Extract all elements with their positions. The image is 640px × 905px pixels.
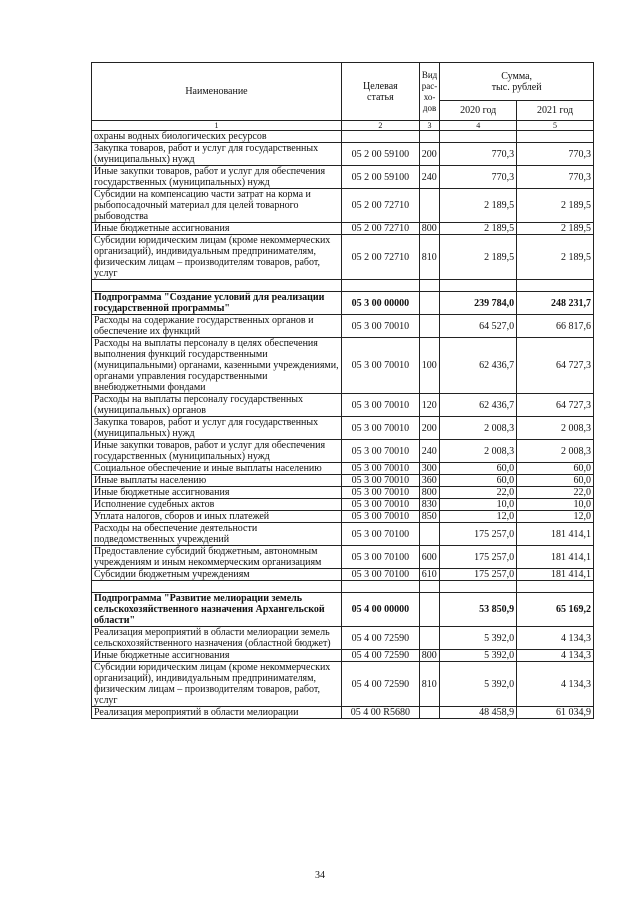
row-expense-type	[419, 315, 439, 338]
row-sum-2020: 175 257,0	[440, 569, 517, 581]
row-sum-2021: 2 008,3	[517, 417, 594, 440]
row-target-article: 05 3 00 70010	[341, 463, 419, 475]
row-sum-2020: 175 257,0	[440, 546, 517, 569]
row-sum-2020: 62 436,7	[440, 338, 517, 394]
row-expense-type	[419, 292, 439, 315]
table-row	[92, 523, 594, 546]
row-name: Уплата налогов, сборов и иных платежей	[92, 511, 342, 523]
table-body	[92, 131, 594, 719]
col-number: 1	[92, 121, 342, 131]
row-target-article: 05 3 00 70010	[341, 499, 419, 511]
row-target-article: 05 3 00 70010	[341, 440, 419, 463]
row-target-article: 05 3 00 70100	[341, 546, 419, 569]
budget-table-sheet	[91, 62, 594, 719]
table-row	[92, 475, 594, 487]
row-expense-type: 600	[419, 546, 439, 569]
row-expense-type: 360	[419, 475, 439, 487]
page-number: 34	[315, 870, 325, 881]
row-sum-2021: 770,3	[517, 143, 594, 166]
row-sum-2021: 4 134,3	[517, 650, 594, 662]
row-sum-2021	[517, 581, 594, 593]
row-sum-2020	[440, 581, 517, 593]
row-name: Подпрограмма "Создание условий для реализации государственной программы"	[92, 292, 342, 315]
table-row	[92, 235, 594, 280]
row-target-article: 05 4 00 00000	[341, 593, 419, 627]
row-expense-type: 120	[419, 394, 439, 417]
row-name: Подпрограмма "Развитие мелиорации земель сельскохозяйственного назначения Архангельской области"	[92, 593, 342, 627]
row-target-article: 05 2 00 72710	[341, 235, 419, 280]
row-expense-type: 300	[419, 463, 439, 475]
row-target-article: 05 3 00 00000	[341, 292, 419, 315]
row-name: Иные бюджетные ассигнования	[92, 487, 342, 499]
row-sum-2020: 770,3	[440, 143, 517, 166]
row-expense-type	[419, 707, 439, 719]
table-row	[92, 417, 594, 440]
row-target-article: 05 4 00 R5680	[341, 707, 419, 719]
row-expense-type: 200	[419, 417, 439, 440]
row-sum-2021: 60,0	[517, 463, 594, 475]
row-target-article: 05 3 00 70010	[341, 417, 419, 440]
row-sum-2021: 770,3	[517, 166, 594, 189]
row-name: Закупка товаров, работ и услуг для государственных (муниципальных) нужд	[92, 417, 342, 440]
row-expense-type	[419, 523, 439, 546]
row-target-article: 05 3 00 70010	[341, 315, 419, 338]
row-target-article: 05 2 00 72710	[341, 189, 419, 223]
table-row	[92, 394, 594, 417]
col-number: 4	[440, 121, 517, 131]
row-target-article: 05 3 00 70010	[341, 487, 419, 499]
row-name: Социальное обеспечение и иные выплаты населению	[92, 463, 342, 475]
row-expense-type	[419, 280, 439, 292]
row-name: охраны водных биологических ресурсов	[92, 131, 342, 143]
row-sum-2021: 4 134,3	[517, 662, 594, 707]
row-name: Иные закупки товаров, работ и услуг для обеспечения государственных (муниципальных) нужд	[92, 166, 342, 189]
row-sum-2021: 22,0	[517, 487, 594, 499]
table-row	[92, 707, 594, 719]
row-sum-2020: 770,3	[440, 166, 517, 189]
row-expense-type: 800	[419, 223, 439, 235]
row-name: Расходы на обеспечение деятельности подведомственных учреждений	[92, 523, 342, 546]
table-row	[92, 463, 594, 475]
header-target-article: Целевая статья	[341, 63, 419, 121]
row-sum-2020: 5 392,0	[440, 650, 517, 662]
row-sum-2021: 248 231,7	[517, 292, 594, 315]
row-sum-2021: 2 189,5	[517, 223, 594, 235]
row-name: Субсидии на компенсацию части затрат на корма и рыбопосадочный материал для целей товарного рыбоводства	[92, 189, 342, 223]
row-name: Иные выплаты населению	[92, 475, 342, 487]
row-target-article	[341, 280, 419, 292]
row-expense-type: 830	[419, 499, 439, 511]
row-sum-2020: 239 784,0	[440, 292, 517, 315]
row-target-article: 05 4 00 72590	[341, 627, 419, 650]
row-sum-2020: 53 850,9	[440, 593, 517, 627]
row-sum-2021	[517, 280, 594, 292]
row-sum-2020: 10,0	[440, 499, 517, 511]
row-name: Расходы на содержание государственных органов и обеспечение их функций	[92, 315, 342, 338]
row-name: Расходы на выплаты персоналу в целях обеспечения выполнения функций государственными (муниципальными) органами, казенными учреждениями, органами управления государственными внебюджетными фондами	[92, 338, 342, 394]
row-sum-2021: 181 414,1	[517, 569, 594, 581]
spacer-row	[92, 280, 594, 292]
row-sum-2020: 12,0	[440, 511, 517, 523]
row-name: Исполнение судебных актов	[92, 499, 342, 511]
table-row	[92, 627, 594, 650]
row-sum-2020: 62 436,7	[440, 394, 517, 417]
col-number: 2	[341, 121, 419, 131]
table-row	[92, 166, 594, 189]
row-target-article: 05 3 00 70010	[341, 511, 419, 523]
row-sum-2021: 10,0	[517, 499, 594, 511]
row-target-article	[341, 581, 419, 593]
row-sum-2020: 2 189,5	[440, 223, 517, 235]
row-expense-type: 800	[419, 487, 439, 499]
row-target-article	[341, 131, 419, 143]
row-name: Расходы на выплаты персоналу государственных (муниципальных) органов	[92, 394, 342, 417]
row-name: Иные бюджетные ассигнования	[92, 223, 342, 235]
row-sum-2021: 2 189,5	[517, 189, 594, 223]
row-expense-type	[419, 593, 439, 627]
col-number: 3	[419, 121, 439, 131]
row-sum-2020: 5 392,0	[440, 627, 517, 650]
row-name: Субсидии юридическим лицам (кроме некоммерческих организаций), индивидуальным предпринимателям, физическим лицам – производителям товаров, работ, услуг	[92, 235, 342, 280]
row-target-article: 05 3 00 70010	[341, 394, 419, 417]
row-sum-2020: 175 257,0	[440, 523, 517, 546]
row-sum-2020: 2 189,5	[440, 189, 517, 223]
spacer-row	[92, 581, 594, 593]
table-row	[92, 131, 594, 143]
row-sum-2020: 2 008,3	[440, 417, 517, 440]
row-sum-2020: 48 458,9	[440, 707, 517, 719]
header-year-2020: 2020 год	[440, 101, 517, 121]
col-number: 5	[517, 121, 594, 131]
row-name: Закупка товаров, работ и услуг для государственных (муниципальных) нужд	[92, 143, 342, 166]
row-sum-2021: 12,0	[517, 511, 594, 523]
header-name: Наименование	[92, 63, 342, 121]
row-expense-type: 610	[419, 569, 439, 581]
row-expense-type: 850	[419, 511, 439, 523]
row-expense-type: 800	[419, 650, 439, 662]
row-expense-type: 240	[419, 440, 439, 463]
row-name	[92, 581, 342, 593]
table-row	[92, 292, 594, 315]
table-row	[92, 338, 594, 394]
row-sum-2020: 2 189,5	[440, 235, 517, 280]
row-expense-type	[419, 581, 439, 593]
row-target-article: 05 2 00 59100	[341, 143, 419, 166]
row-sum-2021: 181 414,1	[517, 523, 594, 546]
header-year-2021: 2021 год	[517, 101, 594, 121]
table-row	[92, 487, 594, 499]
table-row	[92, 546, 594, 569]
row-sum-2020: 60,0	[440, 463, 517, 475]
row-sum-2021: 66 817,6	[517, 315, 594, 338]
row-sum-2021: 2 189,5	[517, 235, 594, 280]
row-sum-2020: 64 527,0	[440, 315, 517, 338]
table-row	[92, 662, 594, 707]
table-row	[92, 499, 594, 511]
table-row	[92, 650, 594, 662]
row-target-article: 05 3 00 70100	[341, 569, 419, 581]
row-target-article: 05 2 00 72710	[341, 223, 419, 235]
row-sum-2020	[440, 280, 517, 292]
budget-table	[91, 62, 594, 719]
row-sum-2021: 61 034,9	[517, 707, 594, 719]
header-expense-type: Вид рас- хо- дов	[419, 63, 439, 121]
row-target-article: 05 3 00 70100	[341, 523, 419, 546]
row-target-article: 05 2 00 59100	[341, 166, 419, 189]
row-expense-type: 240	[419, 166, 439, 189]
row-target-article: 05 3 00 70010	[341, 338, 419, 394]
row-target-article: 05 4 00 72590	[341, 650, 419, 662]
row-target-article: 05 3 00 70010	[341, 475, 419, 487]
row-expense-type	[419, 189, 439, 223]
row-name: Субсидии бюджетным учреждениям	[92, 569, 342, 581]
row-sum-2021: 64 727,3	[517, 338, 594, 394]
row-sum-2021: 181 414,1	[517, 546, 594, 569]
row-expense-type: 810	[419, 235, 439, 280]
table-row	[92, 440, 594, 463]
table-row	[92, 143, 594, 166]
row-sum-2021: 64 727,3	[517, 394, 594, 417]
row-sum-2020	[440, 131, 517, 143]
row-sum-2021: 4 134,3	[517, 627, 594, 650]
row-name: Субсидии юридическим лицам (кроме некоммерческих организаций), индивидуальным предпринимателям, физическим лицам – производителям товаров, работ, услуг	[92, 662, 342, 707]
row-name: Реализация мероприятий в области мелиорации	[92, 707, 342, 719]
row-sum-2020: 60,0	[440, 475, 517, 487]
table-row	[92, 223, 594, 235]
table-row	[92, 315, 594, 338]
row-name: Иные закупки товаров, работ и услуг для обеспечения государственных (муниципальных) нужд	[92, 440, 342, 463]
row-sum-2020: 22,0	[440, 487, 517, 499]
row-sum-2020: 5 392,0	[440, 662, 517, 707]
row-name: Предоставление субсидий бюджетным, автономным учреждениям и иным некоммерческим организациям	[92, 546, 342, 569]
table-row	[92, 511, 594, 523]
row-sum-2021: 60,0	[517, 475, 594, 487]
row-name: Реализация мероприятий в области мелиорации земель сельскохозяйственного назначения (областной бюджет)	[92, 627, 342, 650]
row-sum-2021: 2 008,3	[517, 440, 594, 463]
row-expense-type	[419, 627, 439, 650]
table-row	[92, 569, 594, 581]
row-name: Иные бюджетные ассигнования	[92, 650, 342, 662]
row-target-article: 05 4 00 72590	[341, 662, 419, 707]
table-row	[92, 189, 594, 223]
row-sum-2021	[517, 131, 594, 143]
header-sum: Сумма, тыс. рублей	[440, 63, 594, 101]
row-sum-2020: 2 008,3	[440, 440, 517, 463]
row-expense-type	[419, 131, 439, 143]
table-row	[92, 593, 594, 627]
row-name	[92, 280, 342, 292]
row-expense-type: 100	[419, 338, 439, 394]
row-expense-type: 200	[419, 143, 439, 166]
row-expense-type: 810	[419, 662, 439, 707]
row-sum-2021: 65 169,2	[517, 593, 594, 627]
